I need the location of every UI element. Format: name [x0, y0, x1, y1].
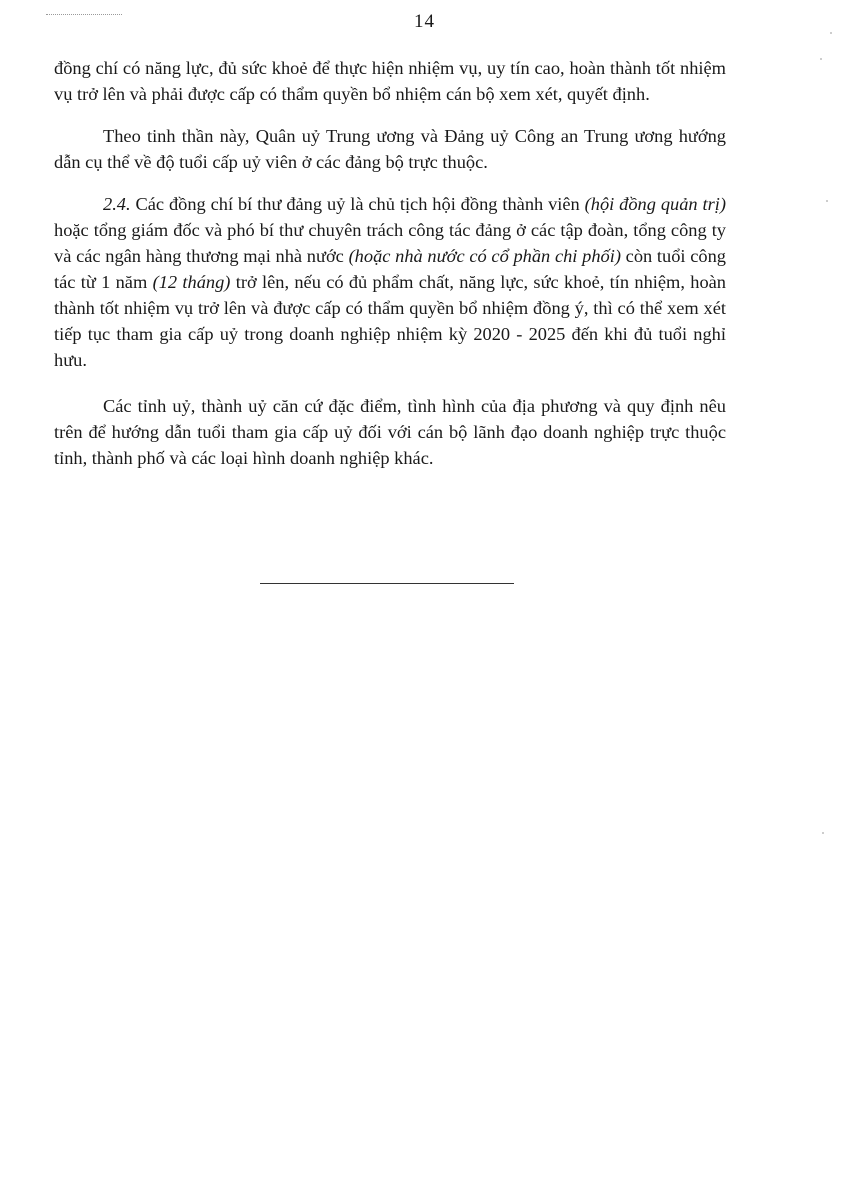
- scan-speck: [830, 32, 832, 34]
- scan-speck: [820, 58, 822, 60]
- scan-speck: [822, 832, 824, 834]
- section-italic-part-1: (hội đồng quản trị): [584, 194, 727, 214]
- document-body: [54, 55, 726, 471]
- page-number: 14: [414, 11, 435, 32]
- section-number: 2.4.: [103, 194, 131, 214]
- paragraph-guidance: Theo tinh thần này, Quân uỷ Trung ương và Đảng uỷ Công an Trung ương hướng dẫn cụ thể về độ tuổi cấp uỷ viên ở các đảng bộ trực thuộc.: [54, 126, 726, 172]
- paragraph-section-2-4: [54, 191, 726, 373]
- scan-speck: [826, 200, 828, 202]
- paragraph-provincial: Các tỉnh uỷ, thành uỷ căn cứ đặc điểm, tình hình của địa phương và quy định nêu trên để hướng dẫn tuổi tham gia cấp uỷ đối với cán bộ lãnh đạo doanh nghiệp trực thuộc tỉnh, thành phố và các loại hình doanh nghiệp khác.: [54, 396, 726, 468]
- section-italic-part-2: (hoặc nhà nước có cổ phần chi phối): [348, 246, 621, 266]
- section-text-part-3: còn tuổi công tác từ 1 năm: [54, 246, 726, 292]
- paragraph-continuation: đồng chí có năng lực, đủ sức khoẻ để thực hiện nhiệm vụ, uy tín cao, hoàn thành tốt nhiệm vụ trở lên và phải được cấp có thẩm quyền bổ nhiệm cán bộ xem xét, quyết định.: [54, 58, 726, 104]
- section-text-part-1: Các đồng chí bí thư đảng uỷ là chủ tịch hội đồng thành viên: [130, 194, 585, 214]
- section-text-part-2: hoặc tổng giám đốc và phó bí thư chuyên trách công tác đảng ở các tập đoàn, tổng công ty và các ngân hàng thương mại nhà nước: [54, 220, 726, 266]
- section-italic-part-3: (12 tháng): [152, 272, 231, 292]
- section-text-part-4: trở lên, nếu có đủ phẩm chất, năng lực, sức khoẻ, tín nhiệm, hoàn thành tốt nhiệm vụ trở lên và được cấp có thẩm quyền bổ nhiệm đồng ý, thì có thể xem xét tiếp tục tham gia cấp uỷ trong doanh nghiệp nhiệm kỳ 2020 - 2025 đến khi đủ tuổi nghỉ hưu.: [54, 272, 726, 370]
- end-divider-line: [260, 583, 514, 584]
